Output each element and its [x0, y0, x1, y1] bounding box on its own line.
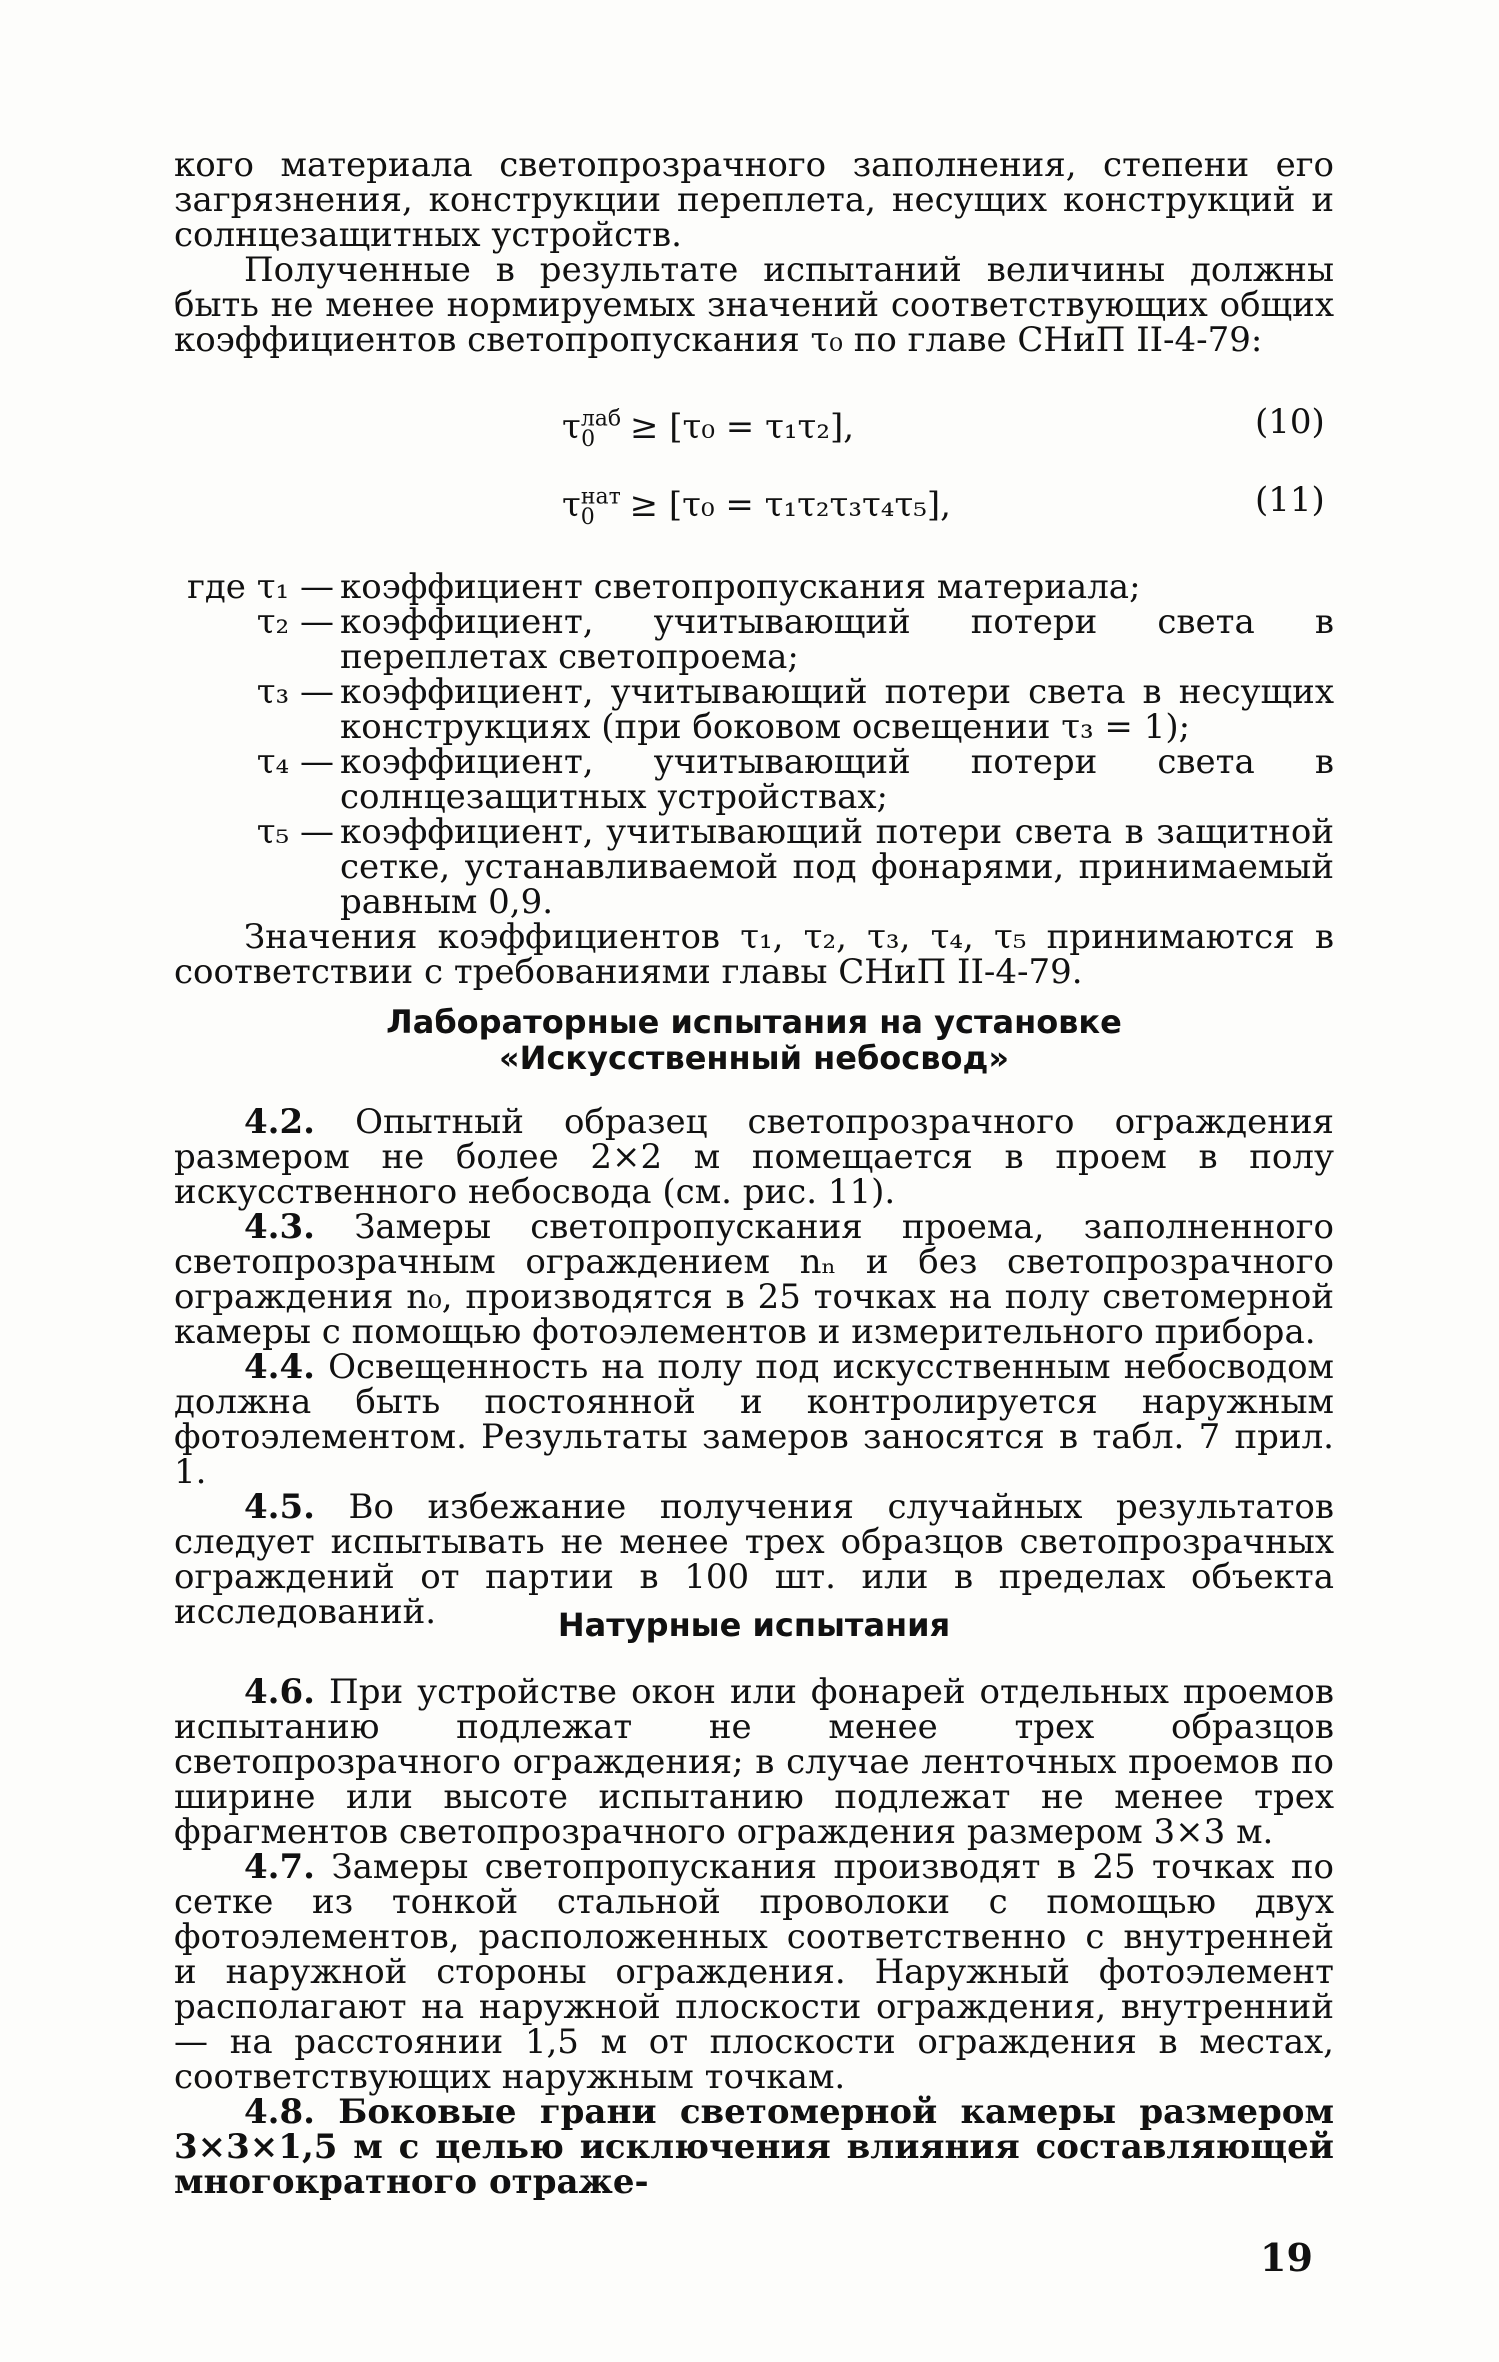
definition-item: [174, 812, 1334, 922]
definition-text: коэффициент, учитывающий потери света в солнцезащитных устройствах;: [340, 742, 1334, 817]
definitions-closing: Значения коэффициентов τ₁, τ₂, τ₃, τ₄, τ₅ принимаются в соответствии с требованиями главы СНиП II-4-79.: [174, 917, 1334, 992]
formula-11-rhs: ≥ [τ₀ = τ₁τ₂τ₃τ₄τ₅],: [629, 485, 951, 526]
definitions-lead: где: [187, 567, 246, 607]
section-heading-lab: [174, 1004, 1334, 1076]
paragraph-4-2: 4.2. Опытный образец светопрозрачного ограждения размером не более 2×2 м помещается в проем в полу искусственного небосвода (см. рис. 11).: [174, 1102, 1335, 1212]
definition-symbol: τ₃ —: [256, 672, 334, 712]
definition-item: [174, 567, 1334, 607]
definition-text: коэффициент, учитывающий потери света в защитной сетке, устанавливаемой под фонарями, принимаемый равным 0,9.: [340, 812, 1334, 922]
paragraph-4-7: 4.7. Замеры светопропускания производят в 25 точках по сетке из тонкой стальной проволоки с помощью двух фотоэлементов, расположенных соответственно с внутренней и наружной стороны ограждения. Наружный фотоэлемент располагают на наружной плоскости ограждения, внутренний — на расстоянии 1,5 м от плоскости ограждения в местах, соответствующих наружным точкам.: [174, 1847, 1334, 2097]
definition-symbol: τ₄ —: [256, 742, 334, 782]
definition-symbol: τ₅ —: [256, 812, 334, 852]
page-number: 19: [1260, 2235, 1313, 2280]
equation-number-10: (10): [1255, 402, 1325, 442]
intro-paragraph: Полученные в результате испытаний величины должны быть не менее нормируемых значений соответствующих общих коэффициентов светопропускания τ₀ по главе СНиП II-4-79:: [174, 250, 1334, 360]
paragraph-4-8: 4.8. Боковые грани светомерной камеры размером 3×3×1,5 м с целью исключения влияния составляющей многократного отраже-: [174, 2092, 1335, 2202]
definition-text: коэффициент, учитывающий потери света в несущих конструкциях (при боковом освещении τ₃ = 1);: [340, 672, 1334, 747]
section-heading-field: Натурные испытания: [557, 1606, 951, 1644]
definition-item: [174, 742, 1334, 817]
paragraph-4-3: 4.3. Замеры светопропускания проема, заполненного светопрозрачным ограждением nₙ и без светопрозрачного ограждения n₀, производятся в 25 точках на полу светомерной камеры с помощью фотоэлементов и измерительного прибора.: [174, 1207, 1334, 1352]
formula-11-lhs: $\tau^{нат}_0$: [562, 485, 621, 531]
section-field-body: [174, 1672, 1335, 2202]
intro-block: [174, 145, 1334, 360]
formula-11: [562, 478, 951, 538]
definitions-list: [174, 567, 1334, 992]
section-lab-body: [174, 1102, 1335, 1632]
paragraph-4-5: 4.5. Во избежание получения случайных результатов следует испытывать не менее трех образцов светопрозрачных ограждений от партии в 100 шт. или в пределах объекта исследований.: [174, 1487, 1334, 1632]
intro-continuation: кого материала светопрозрачного заполнения, степени его загрязнения, конструкции переплета, несущих конструкций и солнцезащитных устройств.: [174, 145, 1334, 255]
definition-item: [174, 602, 1334, 677]
definition-text: коэффициент, учитывающий потери света в переплетах светопроема;: [340, 602, 1334, 677]
formula-10-lhs: $\tau^{лаб}_0$: [562, 407, 622, 453]
section-heading-lab-line1: Лабораторные испытания на установке: [386, 1003, 1122, 1041]
paragraph-4-6: 4.6. При устройстве окон или фонарей отдельных проемов испытанию подлежат не менее трех образцов светопрозрачного ограждения; в случае ленточных проемов по ширине или высоте испытанию подлежат не менее трех фрагментов светопрозрачного ограждения размером 3×3 м.: [174, 1672, 1334, 1852]
definition-symbol: τ₂ —: [256, 602, 334, 642]
definition-text: коэффициент светопропускания материала;: [340, 567, 1141, 607]
equation-number-11: (11): [1255, 480, 1325, 520]
paragraph-4-4: 4.4. Освещенность на полу под искусственным небосводом должна быть постоянной и контролируется наружным фотоэлементом. Результаты замеров заносятся в табл. 7 прил. 1.: [174, 1347, 1334, 1492]
definition-symbol: τ₁ —: [256, 567, 334, 607]
definition-item: [174, 672, 1334, 747]
formula-10: [562, 400, 854, 460]
section-heading-lab-line2: «Искусственный небосвод»: [498, 1039, 1009, 1077]
formula-10-rhs: ≥ [τ₀ = τ₁τ₂],: [629, 407, 855, 448]
